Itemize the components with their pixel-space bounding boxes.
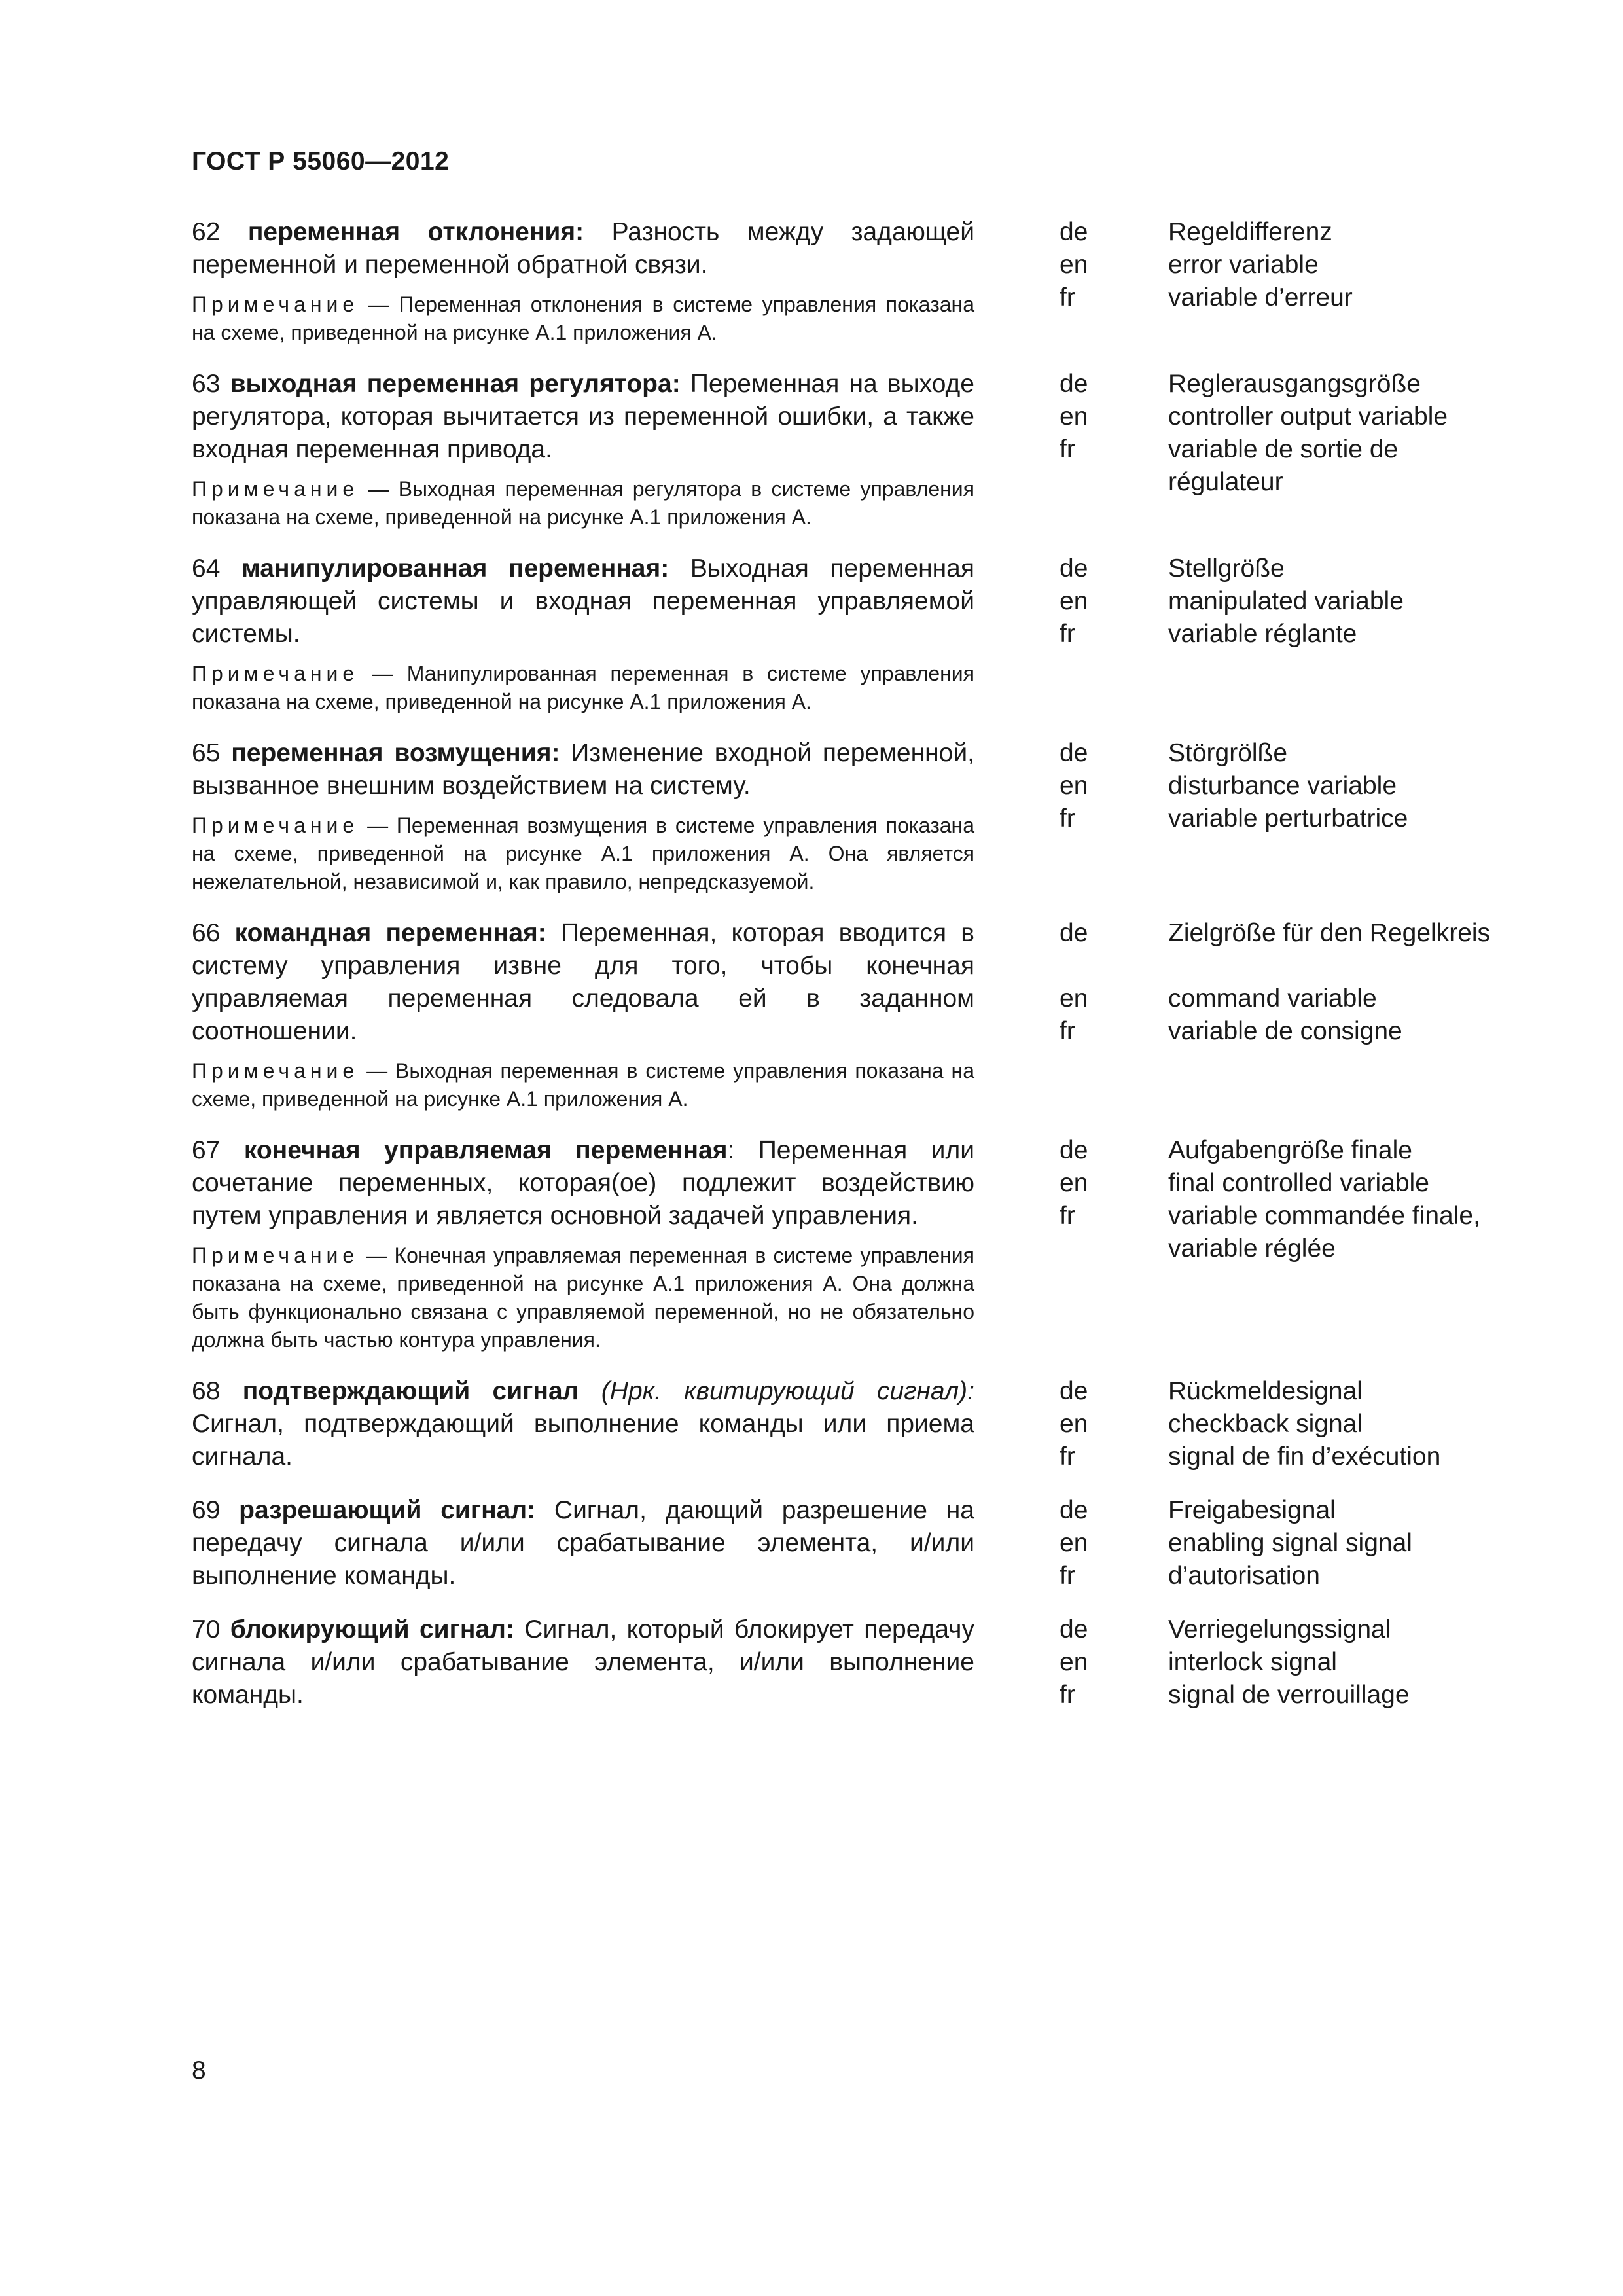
page-number: 8 (192, 2056, 206, 2085)
note: Примечание — Выходная переменная в системе управления показана на схеме, приведенной на рисунке А.1 приложения А. (192, 1059, 975, 1111)
definition: 66 командная переменная: Переменная, которая вводится в систему управления извне для того, чтобы конечная управляемая переменная следовала ей в заданном соотношении. (192, 919, 974, 1045)
term-fr: variable réglante (1168, 620, 1357, 648)
term-en: controller output variable (1168, 403, 1448, 431)
term-en: manipulated variable (1168, 587, 1404, 615)
definition: 70 блокирующий сигнал: Сигнал, который блокирует передачу сигнала и/или срабатывание элемента, и/или выполнение команды. (192, 1615, 974, 1709)
note: Примечание — Переменная отклонения в системе управления показана на схеме, приведенной на рисунке А.1 приложения А. (192, 293, 975, 344)
term-fr: variable perturbatrice (1168, 804, 1408, 833)
term-fr: d’autorisation (1168, 1562, 1320, 1590)
term: блокирующий сигнал: (230, 1615, 514, 1643)
term-de: Freigabesignal (1168, 1496, 1336, 1524)
term: командная переменная: (234, 919, 546, 947)
term-entry-64 (192, 552, 1527, 716)
term-fr-cont: variable réglée (1168, 1234, 1336, 1263)
term-fr: variable commandée finale, (1168, 1202, 1480, 1230)
note: Примечание — Конечная управляемая переменная в системе управления показана на схеме, приведенной на рисунке А.1 приложения А. Она должна быть функционально связана с управляемой переменной, но не обязательно должна быть частью контура управления. (192, 1244, 975, 1352)
document-header: ГОСТ Р 55060—2012 (192, 147, 450, 175)
term: подтверждающий сигнал (242, 1377, 579, 1405)
term: переменная возмущения: (231, 739, 560, 767)
term-en: command variable (1168, 984, 1377, 1013)
term-fr: variable d’erreur (1168, 283, 1353, 312)
term-entry-69 (192, 1494, 1527, 1592)
note: Примечание — Выходная переменная регулятора в системе управления показана на схеме, приведенной на рисунке А.1 приложения А. (192, 477, 975, 529)
term-de: Stellgröße (1168, 554, 1285, 583)
translations: de en fr Regeldifferenz error variable variable d’erreur (974, 216, 1527, 347)
term-de: Zielgröße für den Regelkreis (1168, 919, 1491, 947)
term-de: Störgrölße (1168, 739, 1288, 767)
term-entry-70 (192, 1613, 1527, 1712)
term-fr: variable de consigne (1168, 1017, 1402, 1045)
definition: 68 подтверждающий сигнал (Нрк. квитирующий сигнал): Сигнал, подтверждающий выполнение команды или приема сигнала. (192, 1377, 974, 1471)
translations: de en fr Reglerausgangsgröße controller output variable variable de sortie de régulateur (974, 368, 1527, 531)
term-en: error variable (1168, 251, 1319, 279)
term-entry-66 (192, 917, 1527, 1113)
definition: 62 переменная отклонения: Разность между задающей переменной и переменной обратной связи. (192, 218, 975, 279)
definition: 67 конечная управляемая переменная: Переменная или сочетание переменных, которая(ое) подлежит воздействию путем управления и является основной задачей управления. (192, 1136, 974, 1230)
term-entries (192, 216, 1527, 1732)
term-en: enabling signal signal (1168, 1529, 1412, 1557)
term-entry-65 (192, 737, 1527, 896)
term-en: interlock signal (1168, 1648, 1337, 1676)
definition: 64 манипулированная переменная: Выходная переменная управляющей системы и входная переменная управляемой системы. (192, 554, 974, 648)
term-en: checkback signal (1168, 1410, 1363, 1438)
term-entry-62 (192, 216, 1527, 347)
term-fr: variable de sortie de (1168, 435, 1399, 463)
term-de: Reglerausgangsgröße (1168, 370, 1421, 398)
term-de: Rückmeldesignal (1168, 1377, 1363, 1405)
term-fr-cont: régulateur (1168, 468, 1283, 496)
term-entry-67 (192, 1134, 1527, 1354)
term-entry-68 (192, 1375, 1527, 1473)
definition: 65 переменная возмущения: Изменение входной переменной, вызванное внешним воздействием на систему. (192, 739, 974, 800)
term-de: Verriegelungssignal (1168, 1615, 1391, 1643)
translations: de en fr Freigabesignal enabling signal signal d’autorisation (974, 1494, 1527, 1592)
definition: 69 разрешающий сигнал: Сигнал, дающий разрешение на передачу сигнала и/или срабатывание элемента, и/или выполнение команды. (192, 1496, 975, 1590)
term-de: Regeldifferenz (1168, 218, 1332, 246)
translations: de en fr Stellgröße manipulated variable variable réglante (974, 552, 1527, 716)
term: переменная отклонения: (247, 218, 584, 246)
term-de: Aufgabengröße finale (1168, 1136, 1412, 1164)
translations: de en fr Verriegelungssignal interlock signal signal de verrouillage (974, 1613, 1527, 1712)
translations: de en fr Rückmeldesignal checkback signal signal de fin d’exécution (974, 1375, 1527, 1473)
translations: de en fr Aufgabengröße finale final controlled variable variable commandée finale, variable réglée (974, 1134, 1527, 1354)
term: разрешающий сигнал: (239, 1496, 536, 1524)
term-entry-63 (192, 368, 1527, 531)
note: Примечание — Переменная возмущения в системе управления показана на схеме, приведенной на рисунке А.1 приложения А. Она является нежелательной, независимой и, как правило, непредсказуемой. (192, 814, 975, 893)
term: выходная переменная регулятора: (230, 370, 681, 398)
term-fr: signal de fin d’exécution (1168, 1443, 1441, 1471)
term: конечная управляемая переменная (243, 1136, 728, 1164)
term-en: final controlled variable (1168, 1169, 1429, 1197)
term: манипулированная переменная: (241, 554, 669, 583)
term-en: disturbance variable (1168, 772, 1397, 800)
definition: 63 выходная переменная регулятора: Переменная на выходе регулятора, которая вычитается из переменной ошибки, а также входная переменная привода. (192, 370, 974, 463)
note: Примечание — Манипулированная переменная в системе управления показана на схеме, приведенной на рисунке А.1 приложения А. (192, 662, 975, 713)
translations: de en fr Zielgröße für den Regelkreis command variable variable de consigne (974, 917, 1527, 1113)
term-fr: signal de verrouillage (1168, 1681, 1410, 1709)
translations: de en fr Störgrölße disturbance variable variable perturbatrice (974, 737, 1527, 896)
